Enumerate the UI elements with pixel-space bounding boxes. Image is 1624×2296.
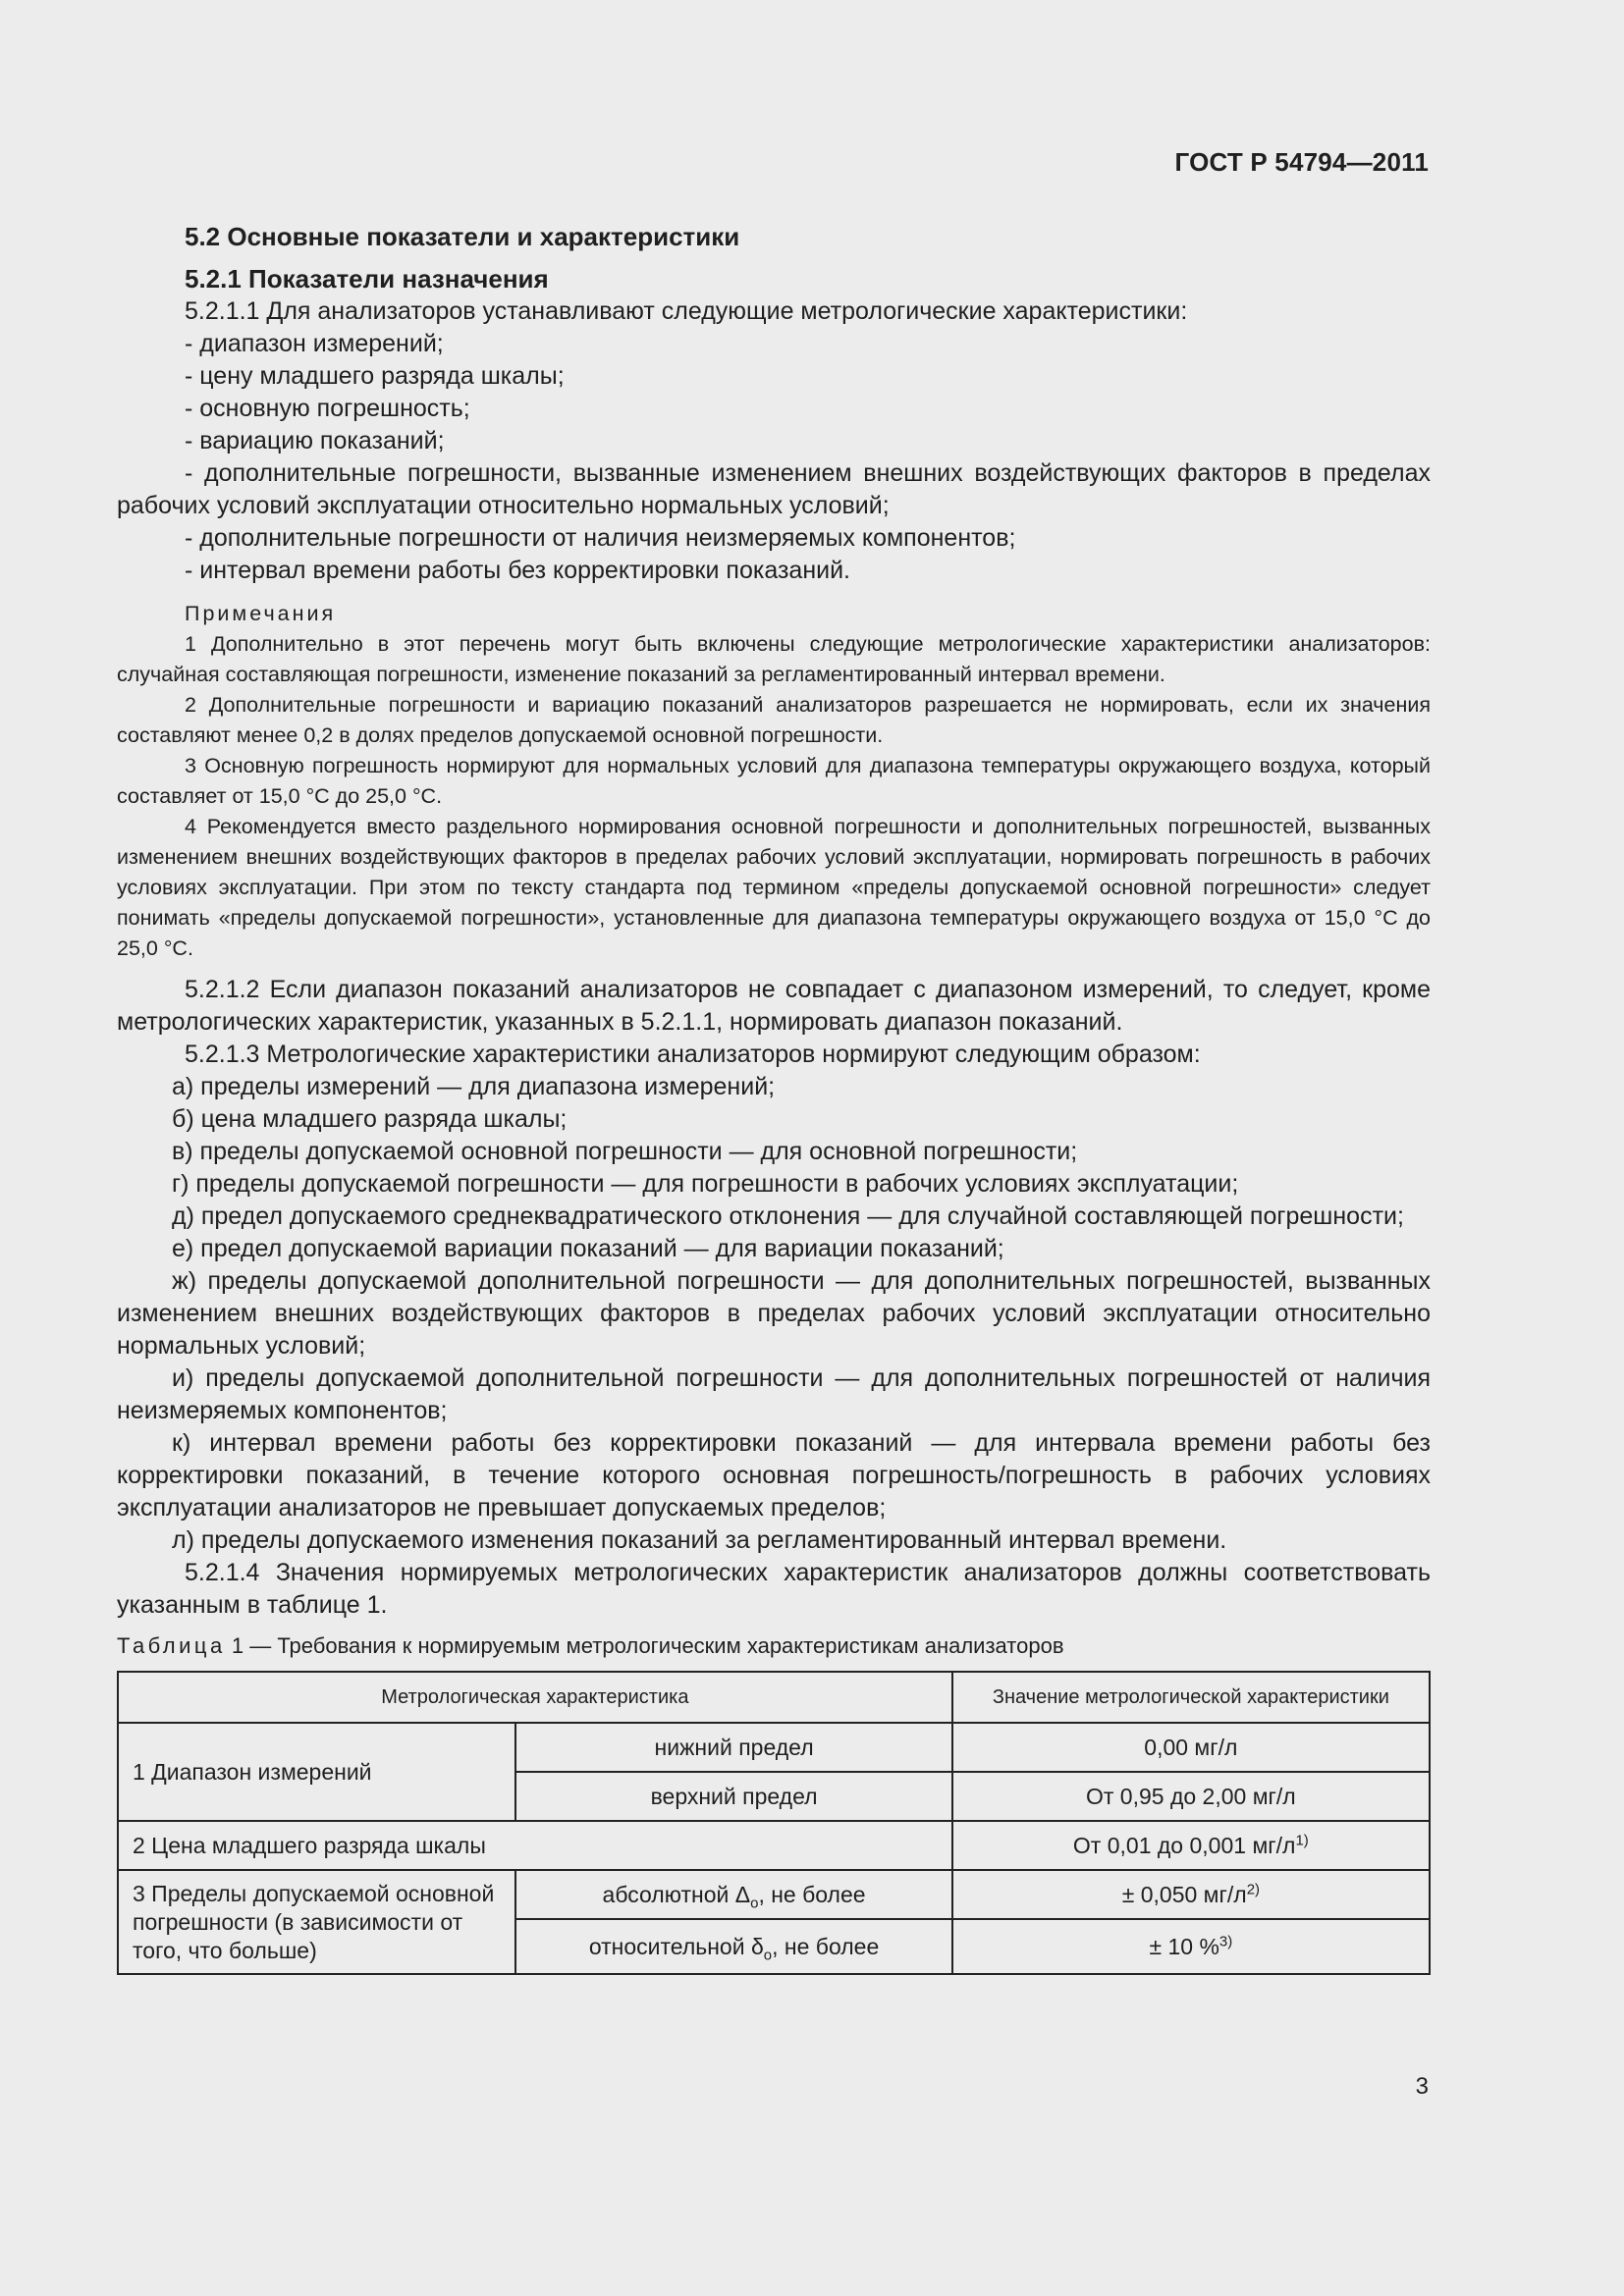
table-caption (117, 1631, 1431, 1661)
note-item: 1 Дополнительно в этот перечень могут быть включены следующие метрологические характеристики анализаторов: случайная составляющая погрешности, изменение показаний за регламентированный интервал времени. (117, 632, 1431, 686)
table-header-row (118, 1672, 1430, 1723)
list-item: - дополнительные погрешности от наличия неизмеряемых компонентов; (185, 524, 1016, 552)
column-header: Значение метрологической характеристики (952, 1672, 1430, 1723)
footnote-ref: 3) (1218, 1932, 1233, 1949)
note-item: 3 Основную погрешность нормируют для нормальных условий для диапазона температуры окружающего воздуха, который составляет от 15,0 °С до 25,0 °С. (117, 754, 1431, 808)
note-item: 4 Рекомендуется вместо раздельного нормирования основной погрешности и дополнительных погрешностей, вызванных изменением внешних воздействующих факторов в пределах рабочих условий эксплуатации, нормировать погрешность в рабочих условиях эксплуатации. При этом по тексту стандарта под термином «пределы допускаемой основной погрешности» следует понимать «пределы допускаемой погрешности», установленные для диапазона температуры окружающего воздуха от 15,0 °С до 25,0 °С. (117, 815, 1431, 960)
table-cell: верхний предел (515, 1772, 951, 1821)
list-item: - основную погрешность; (185, 395, 470, 422)
paragraph-5-2-1-4: 5.2.1.4 Значения нормируемых метрологических характеристик анализаторов должны соответствовать указанным в таблице 1. (117, 1559, 1431, 1619)
requirements-table (117, 1671, 1431, 1975)
cell-value: ± 0,050 мг/л (1121, 1881, 1247, 1907)
paragraph-5-2-1-2: 5.2.1.2 Если диапазон показаний анализаторов не совпадает с диапазоном измерений, то следует, кроме метрологических характеристик, указанных в 5.2.1.1, нормировать диапазон показаний. (117, 976, 1431, 1036)
notes-block (117, 599, 1431, 964)
table-caption-label: Таблица (117, 1633, 226, 1658)
table-cell (515, 1919, 951, 1974)
cell-text: абсолютной Δ (602, 1881, 751, 1907)
list-item: - интервал времени работы без корректировки показаний. (185, 557, 851, 584)
cell-text: относительной δ (588, 1933, 764, 1959)
list-item: - диапазон измерений; (185, 330, 444, 357)
list-item: б) цена младшего разряда шкалы; (172, 1105, 568, 1133)
list-item: и) пределы допускаемой дополнительной погрешности — для дополнительных погрешностей от наличия неизмеряемых компонентов; (117, 1364, 1431, 1424)
table-cell: 0,00 мг/л (952, 1723, 1430, 1772)
notes-heading: Примечания (185, 602, 337, 625)
table-row (118, 1723, 1430, 1772)
list-item: - дополнительные погрешности, вызванные изменением внешних воздействующих факторов в пределах рабочих условий эксплуатации относительно нормальных условий; (117, 459, 1431, 519)
list-item: а) пределы измерений — для диапазона измерений; (172, 1073, 776, 1100)
list-item: е) предел допускаемой вариации показаний — для вариации показаний; (172, 1235, 1004, 1262)
table-cell: 3 Пределы допускаемой основной погрешности (в зависимости от того, что больше) (118, 1870, 515, 1974)
table-cell (952, 1870, 1430, 1919)
list-item: д) предел допускаемого среднеквадратического отклонения — для случайной составляющей погрешности; (172, 1202, 1404, 1230)
section-title: 5.2 Основные показатели и характеристики (185, 222, 740, 251)
table-row (118, 1821, 1430, 1870)
list-item: в) пределы допускаемой основной погрешности — для основной погрешности; (172, 1138, 1078, 1165)
column-header: Метрологическая характеристика (118, 1672, 952, 1723)
table-row (118, 1870, 1430, 1919)
cell-text: , не более (772, 1933, 880, 1959)
table-cell (515, 1870, 951, 1919)
list-item: - вариацию показаний; (185, 427, 445, 454)
subscript: о (763, 1947, 773, 1964)
cell-value: От 0,01 до 0,001 мг/л (1072, 1832, 1296, 1858)
subscript: о (750, 1895, 759, 1912)
note-item: 2 Дополнительные погрешности и вариацию показаний анализаторов разрешается не нормировать, если их значения составляют менее 0,2 в долях пределов допускаемой основной погрешности. (117, 693, 1431, 747)
table-cell: нижний предел (515, 1723, 951, 1772)
cell-text: , не более (758, 1881, 866, 1907)
list-item: к) интервал времени работы без корректировки показаний — для интервала времени работы без корректировки показаний, в течение которого основная погрешность/погрешность в рабочих условиях эксплуатации анализаторов не превышает допускаемых пределов; (117, 1429, 1431, 1522)
list-item: л) пределы допускаемого изменения показаний за регламентированный интервал времени. (172, 1526, 1227, 1554)
page-number: 3 (1415, 2073, 1429, 2100)
list-item: ж) пределы допускаемой дополнительной погрешности — для дополнительных погрешностей, вызванных изменением внешних воздействующих факторов в пределах рабочих условий эксплуатации относительно нормальных условий; (117, 1267, 1431, 1360)
document-id: ГОСТ Р 54794—2011 (1174, 147, 1429, 177)
table-cell: 2 Цена младшего разряда шкалы (118, 1821, 952, 1870)
table-cell: 1 Диапазон измерений (118, 1723, 515, 1821)
table-caption-text: 1 — Требования к нормируемым метрологическим характеристикам анализаторов (225, 1633, 1064, 1658)
paragraph-5-2-1-1: 5.2.1.1 Для анализаторов устанавливают следующие метрологические характеристики: (185, 297, 1188, 325)
paragraph-5-2-1-3: 5.2.1.3 Метрологические характеристики анализаторов нормируют следующим образом: (185, 1041, 1201, 1068)
table-cell (952, 1821, 1430, 1870)
list-item: - цену младшего разряда шкалы; (185, 362, 565, 390)
footnote-ref: 1) (1295, 1831, 1309, 1848)
cell-value: ± 10 % (1149, 1933, 1219, 1959)
table-cell: От 0,95 до 2,00 мг/л (952, 1772, 1430, 1821)
subsection-title: 5.2.1 Показатели назначения (185, 264, 549, 294)
list-item: г) пределы допускаемой погрешности — для погрешности в рабочих условиях эксплуатации; (172, 1170, 1239, 1198)
table-cell (952, 1919, 1430, 1974)
page-content (117, 221, 1431, 1975)
footnote-ref: 2) (1246, 1880, 1261, 1897)
